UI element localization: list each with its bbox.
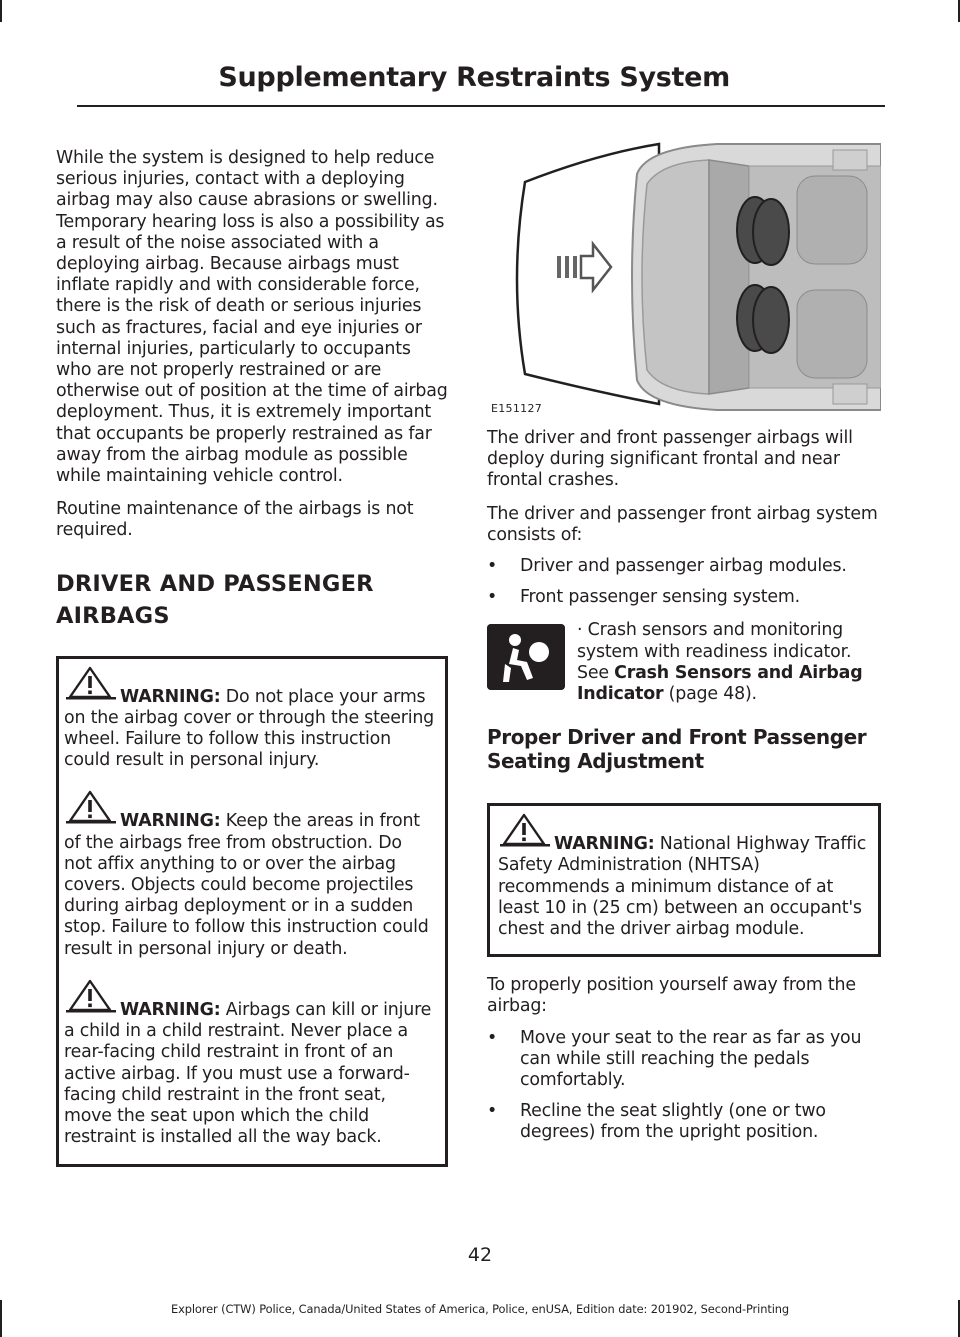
warning-box	[487, 803, 881, 957]
page-reference: (page 48).	[663, 684, 757, 705]
intro-paragraph: While the system is designed to help reduce serious injuries, contact with a deploying airbag may also cause abrasions or swelling. Temporary hearing loss is also a possibility as a result of the noise associated with a deploying airbag. Because airbags must inflate rapidly and with considerable force, there is the risk of death or serious injuries such as fractures, facial and eye injuries or internal injuries, particularly to occupants who are not properly restrained or are otherwise out of position at the time of airbag deployment. Thus, it is extremely important that occupants be properly restrained as far away from the airbag module as possible while maintaining vehicle control.	[56, 148, 448, 487]
warning-box	[56, 656, 448, 1168]
positioning-list	[487, 1028, 881, 1144]
warning-text	[64, 1000, 435, 1148]
warning-triangle-icon	[498, 813, 554, 847]
list-item: • Move your seat to the rear as far as you can while still reaching the pedals comfortably.	[487, 1028, 881, 1092]
warning-block	[64, 1000, 435, 1148]
warning-text	[64, 811, 435, 959]
seating-subheading: Proper Driver and Front Passenger Seating Adjustment	[487, 725, 867, 774]
warning-triangle-icon	[64, 979, 120, 1013]
warning-triangle-icon	[64, 790, 120, 824]
section-heading-line2: AIRBAGS	[56, 602, 170, 629]
system-components-list	[487, 556, 881, 608]
warning-triangle-icon	[64, 666, 120, 700]
crash-sensors-text: · Crash sensors and monitoring system with readiness indicator. See	[577, 620, 852, 683]
left-column	[56, 148, 448, 1167]
system-paragraph: The driver and passenger front airbag system consists of:	[487, 503, 878, 545]
warning-label: WARNING:	[554, 834, 655, 855]
list-item: • Recline the seat slightly (one or two degrees) from the upright position.	[487, 1101, 881, 1143]
vehicle-top-view	[632, 144, 881, 410]
airbag-warning-icon	[487, 624, 565, 690]
warning-label: WARNING:	[120, 686, 221, 707]
figure-code: E151127	[491, 402, 543, 415]
section-heading	[56, 568, 448, 632]
warning-block	[64, 687, 435, 772]
warning-label: WARNING:	[120, 999, 221, 1020]
warning-label: WARNING:	[120, 811, 221, 832]
title-divider	[77, 105, 885, 107]
warning-body: Keep the areas in front of the airbags free from obstruction. Do not affix anything to or over the airbag covers. Objects could become projectiles during airbag deployment or in a sudden stop. Failure to follow this instruction could result in personal injury or death.	[64, 811, 429, 959]
warning-block	[64, 811, 435, 959]
crop-mark	[0, 0, 2, 22]
page-title: Supplementary Restraints System	[218, 62, 730, 93]
warning-body: Do not place your arms on the airbag cover or through the steering wheel. Failure to follow this instruction could result in personal injury.	[64, 686, 434, 771]
right-column	[487, 428, 881, 1156]
warning-text	[64, 687, 435, 772]
section-heading-line1: DRIVER AND PASSENGER	[56, 570, 374, 597]
warning-text	[498, 834, 868, 940]
edition-footer: Explorer (CTW) Police, Canada/United States of America, Police, enUSA, Edition date: 201902, Second-Printing	[170, 1302, 790, 1316]
warning-body: Airbags can kill or injure a child in a child restraint. Never place a rear-facing child restraint in front of an active airbag. If you must use a forward-facing child restraint in the front seat, move the seat upon which the child restraint is installed all the way back.	[64, 999, 432, 1148]
list-item: • Front passenger sensing system.	[487, 587, 881, 608]
airbag-deployment-illustration	[487, 140, 881, 418]
page-number: 42	[467, 1244, 493, 1266]
position-paragraph: To properly position yourself away from the airbag:	[487, 975, 856, 1017]
crash-sensors-link[interactable]: Crash Sensors and Airbag Indicator	[577, 662, 863, 705]
warning-body: National Highway Traffic Safety Administration (NHTSA) recommends a minimum distance of at least 10 in (25 cm) between an occupant's chest and the driver airbag module.	[498, 834, 867, 940]
deploy-paragraph: The driver and front passenger airbags will deploy during significant frontal and near frontal crashes.	[487, 428, 853, 491]
crash-sensors-paragraph	[487, 620, 881, 705]
list-item: • Driver and passenger airbag modules.	[487, 556, 881, 577]
maintenance-paragraph: Routine maintenance of the airbags is not required.	[56, 499, 414, 541]
